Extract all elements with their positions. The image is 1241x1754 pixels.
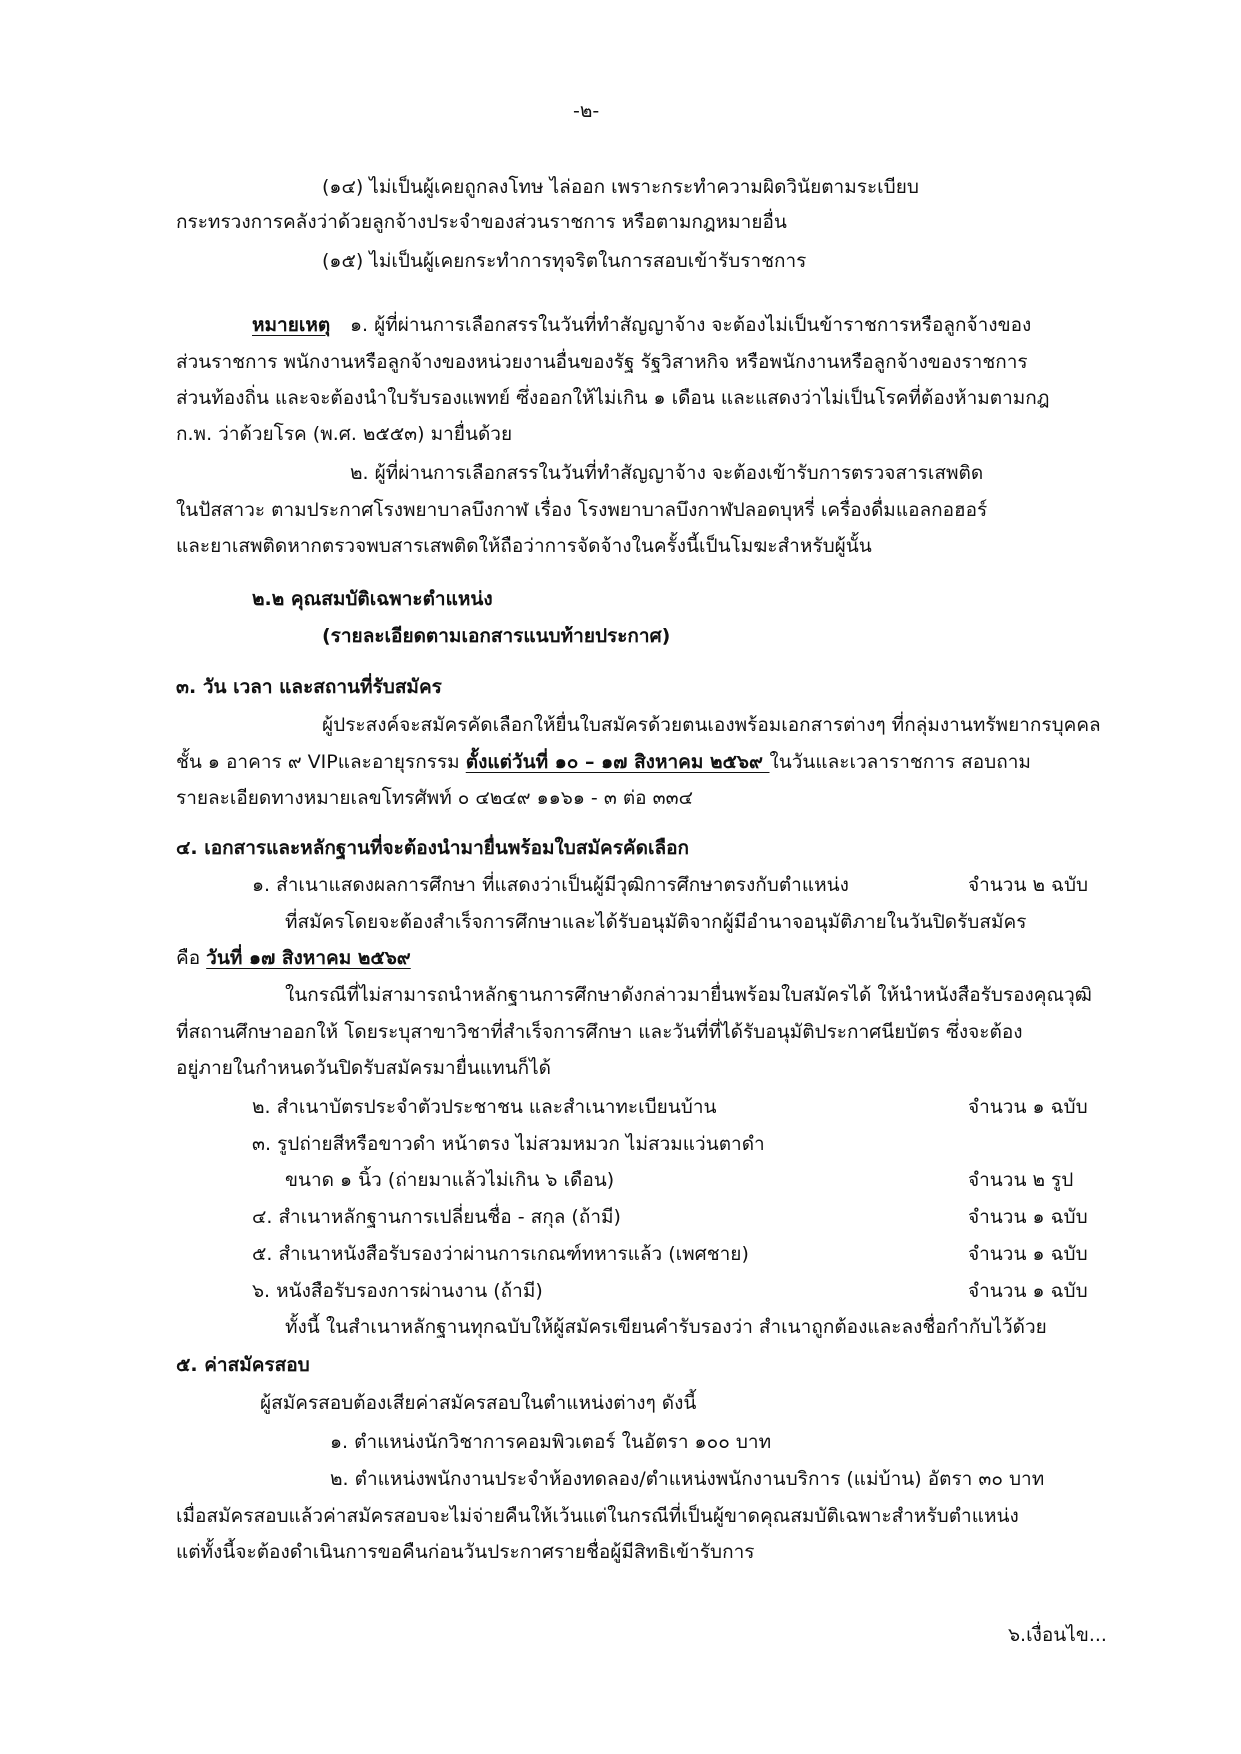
section-3-hours: ในวันและเวลาราชการ สอบถาม (769, 751, 1031, 773)
fee-item-1: ๑. ตำแหน่งนักวิชาการคอมพิวเตอร์ ในอัตรา ๑๐๐ บาท (330, 1431, 772, 1453)
note-label: หมายเหตุ (252, 314, 331, 336)
alt-line-2: ที่สถานศึกษาออกให้ โดยระบุสาขาวิชาที่สำเร็จการศึกษา และวันที่ที่ได้รับอนุมัติประกาศนียบัตร ซึ่งจะต้อง (176, 1021, 1023, 1043)
page-number: -๒- (573, 100, 600, 122)
clause-14-cont: กระทรวงการคลังว่าด้วยลูกจ้างประจำของส่วนราชการ หรือตามกฎหมายอื่น (176, 211, 787, 233)
doc-item-4-qty: จำนวน ๑ ฉบับ (968, 1206, 1088, 1228)
section-3-phone: รายละเอียดทางหมายเลขโทรศัพท์ ๐ ๔๒๔๙ ๑๑๖๑ - ๓ ต่อ ๓๓๔ (176, 787, 693, 809)
note-1-line-4: ก.พ. ว่าด้วยโรค (พ.ศ. ๒๕๕๓) มายื่นด้วย (176, 423, 513, 445)
deadline-prefix: คือ (176, 947, 207, 969)
alt-line-3: อยู่ภายในกำหนดวันปิดรับสมัครมายื่นแทนก็ได้ (176, 1057, 551, 1079)
clause-14: (๑๔) ไม่เป็นผู้เคยถูกลงโทษ ไล่ออก เพราะกระทำความผิดวินัยตามระเบียบ (322, 176, 919, 198)
doc-item-3-cont: ขนาด ๑ นิ้ว (ถ่ายมาแล้วไม่เกิน ๖ เดือน) (285, 1169, 615, 1191)
section-2-2-subtitle: (รายละเอียดตามเอกสารแนบท้ายประกาศ) (322, 625, 671, 647)
certification-note: ทั้งนี้ ในสำเนาหลักฐานทุกฉบับให้ผู้สมัครเขียนคำรับรองว่า สำเนาถูกต้องและลงชื่อกำกับไว้ด้วย (285, 1316, 1047, 1338)
section-3-location: ชั้น ๑ อาคาร ๙ VIPและอายุรกรรม (176, 751, 466, 773)
deadline-date: วันที่ ๑๗ สิงหาคม ๒๕๖๙ (206, 947, 411, 969)
note-2-line-2: ในปัสสาวะ ตามประกาศโรงพยาบาลบึงกาฬ เรื่อง โรงพยาบาลบึงกาฬปลอดบุหรี่ เครื่องดื่มแอลกอฮอร์ (176, 499, 988, 521)
fee-item-2: ๒. ตำแหน่งพนักงานประจำห้องทดลอง/ตำแหน่งพนักงานบริการ (แม่บ้าน) อัตรา ๓๐ บาท (330, 1468, 1045, 1490)
refund-line-2: แต่ทั้งนี้จะต้องดำเนินการขอคืนก่อนวันประกาศรายชื่อผู้มีสิทธิเข้ารับการ (176, 1541, 755, 1563)
section-4-title: ๔. เอกสารและหลักฐานที่จะต้องนำมายื่นพร้อมใบสมัครคัดเลือก (176, 837, 689, 859)
note-1-line-2: ส่วนราชการ พนักงานหรือลูกจ้างของหน่วยงานอื่นของรัฐ รัฐวิสาหกิจ หรือพนักงานหรือลูกจ้างของราชการ (176, 351, 1028, 373)
section-3-line-1: ผู้ประสงค์จะสมัครคัดเลือกให้ยื่นใบสมัครด้วยตนเองพร้อมเอกสารต่างๆ ที่กลุ่มงานทรัพยากรบุคคล (322, 714, 1101, 736)
doc-item-3-qty: จำนวน ๒ รูป (968, 1169, 1074, 1191)
doc-item-5: ๕. สำเนาหนังสือรับรองว่าผ่านการเกณฑ์ทหารแล้ว (เพศชาย) (252, 1243, 749, 1265)
section-2-2-title: ๒.๒ คุณสมบัติเฉพาะตำแหน่ง (252, 588, 493, 610)
doc-item-1-cont: ที่สมัครโดยจะต้องสำเร็จการศึกษาและได้รับอนุมัติจากผู้มีอำนาจอนุมัติภายในวันปิดรับสมัคร (285, 911, 1027, 933)
continuation-marker: ๖.เงื่อนไข... (1008, 1624, 1107, 1646)
doc-item-2: ๒. สำเนาบัตรประจำตัวประชาชน และสำเนาทะเบียนบ้าน (252, 1096, 717, 1118)
note-1-line-3: ส่วนท้องถิ่น และจะต้องนำใบรับรองแพทย์ ซึ่งออกให้ไม่เกิน ๑ เดือน และแสดงว่าไม่เป็นโรคที่ต้องห้ามตามกฎ (176, 387, 1050, 409)
note-2-line-3: และยาเสพติดหากตรวจพบสารเสพติดให้ถือว่าการจัดจ้างในครั้งนี้เป็นโมฆะสำหรับผู้นั้น (176, 535, 872, 557)
refund-line-1: เมื่อสมัครสอบแล้วค่าสมัครสอบจะไม่จ่ายคืนให้เว้นแต่ในกรณีที่เป็นผู้ขาดคุณสมบัติเฉพาะสำหรับตำแหน่ง (176, 1505, 1019, 1527)
application-period: ตั้งแต่วันที่ ๑๐ – ๑๗ สิงหาคม ๒๕๖๙ (465, 751, 770, 773)
section-3-line-2 (176, 753, 1031, 772)
note-2-line-1: ๒. ผู้ที่ผ่านการเลือกสรรในวันที่ทำสัญญาจ้าง จะต้องเข้ารับการตรวจสารเสพติด (350, 462, 984, 484)
note-1-line-1: ๑. ผู้ที่ผ่านการเลือกสรรในวันที่ทำสัญญาจ้าง จะต้องไม่เป็นข้าราชการหรือลูกจ้างของ (350, 314, 1032, 336)
alt-line-1: ในกรณีที่ไม่สามารถนำหลักฐานการศึกษาดังกล่าวมายื่นพร้อมใบสมัครได้ ให้นำหนังสือรับรองคุณวุฒิ (285, 984, 1092, 1006)
doc-item-6: ๖. หนังสือรับรองการผ่านงาน (ถ้ามี) (252, 1280, 543, 1302)
doc-item-1: ๑. สำเนาแสดงผลการศึกษา ที่แสดงว่าเป็นผู้มีวุฒิการศึกษาตรงกับตำแหน่ง (252, 874, 849, 896)
clause-15: (๑๕) ไม่เป็นผู้เคยกระทำการทุจริตในการสอบเข้ารับราชการ (322, 250, 807, 272)
doc-item-2-qty: จำนวน ๑ ฉบับ (968, 1096, 1088, 1118)
doc-item-1-qty: จำนวน ๒ ฉบับ (968, 874, 1089, 896)
section-3-title: ๓. วัน เวลา และสถานที่รับสมัคร (176, 676, 442, 698)
section-5-intro: ผู้สมัครสอบต้องเสียค่าสมัครสอบในตำแหน่งต่างๆ ดังนี้ (260, 1392, 697, 1414)
doc-item-4: ๔. สำเนาหลักฐานการเปลี่ยนชื่อ - สกุล (ถ้ามี) (252, 1206, 621, 1228)
section-5-title: ๕. ค่าสมัครสอบ (176, 1354, 310, 1376)
doc-item-6-qty: จำนวน ๑ ฉบับ (968, 1280, 1088, 1302)
doc-item-5-qty: จำนวน ๑ ฉบับ (968, 1243, 1088, 1265)
doc-item-1-deadline (176, 949, 411, 968)
doc-item-3: ๓. รูปถ่ายสีหรือขาวดำ หน้าตรง ไม่สวมหมวก ไม่สวมแว่นตาดำ (252, 1133, 765, 1155)
